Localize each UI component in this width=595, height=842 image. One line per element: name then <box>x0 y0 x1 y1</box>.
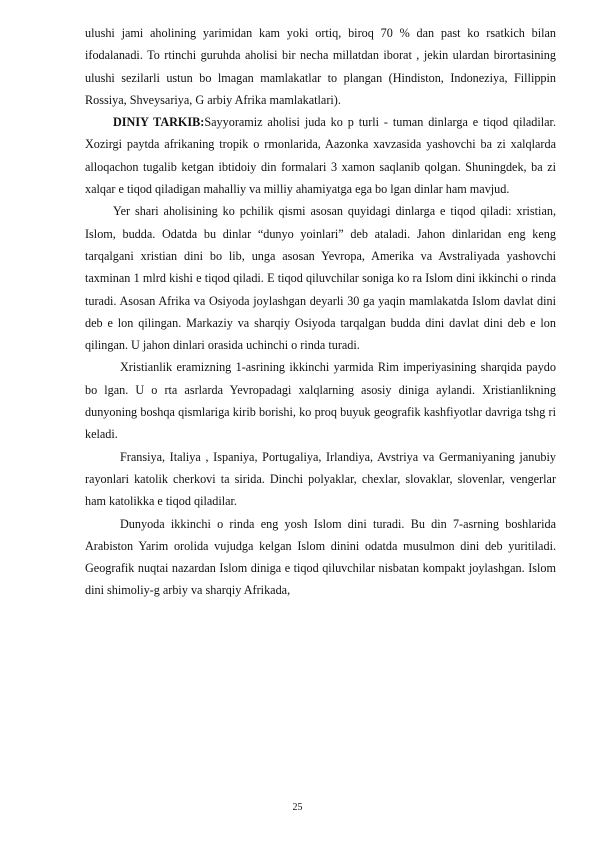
paragraph-islam: Dunyoda ikkinchi o rinda eng yosh Islom dini turadi. Bu din 7-asrning boshlarida Arabiston Yarim orolida vujudga kelgan Islom dinini odatda musulmon dini deb yuritiladi. Geografik nuqtai nazardan Islom diniga e tiqod qiluvchilar nisbatan kompakt joylashgan. Islom dini shimoliy-g arbiy va sharqiy Afrikada, <box>85 516 556 598</box>
paragraph-religious-composition <box>85 111 556 200</box>
paragraph-ethnic-groups: ulushi jami aholining yarimidan kam yoki ortiq, biroq 70 % dan past ko rsatkich bilan ifodalanadi. To rtinchi guruhda aholisi bir necha millatdan iborat , jekin ulardan birortasining ulushi sezilarli ustun bo lmagan mamlakatlar to plangan (Hindiston, Indoneziya, Fillippin Rossiya, Shveysariya, G arbiy Afrika mamlakatlari). <box>85 26 556 107</box>
paragraph-catholic-countries: Fransiya, Italiya , Ispaniya, Portugaliya, Irlandiya, Avstriya va Germaniyaning janubiy rayonlari katolik cherkovi ta sirida. Dinchi polyaklar, chexlar, slovaklar, slovenlar, vengerlar ham katolikka e tiqod qiladilar. <box>85 449 556 509</box>
section-heading: DINIY TARKIB: <box>113 115 205 130</box>
paragraph-religious-composition-text: Sayyoramiz aholisi juda ko p turli - tuman dinlarga e tiqod qiladilar. Xozirgi paytda afrikaning tropik o rmonlarida, Aazonka xavzasida yashovchi ba zi xalqlarda alloqachon tugalib ketgan ibtidoiy din formalari 3 xamon saqlanib qolgan. Shuningdek, ba zi xalqar e tiqod qiladigan mahalliy va milliy ahamiyatga ega bo lgan dinlar ham mavjud. <box>85 115 556 197</box>
document-body <box>85 22 556 602</box>
paragraph-christianity: Xristianlik eramizning 1-asrining ikkinchi yarmida Rim imperiyasining sharqida paydo bo lgan. U o rta asrlarda Yevropadagi xalqlarning asosiy diniga aylandi. Xristianlikning dunyoning boshqa qismlariga kirib borishi, ko proq buyuk geografik kashfiyotlar davriga tshg ri keladi. <box>85 360 556 442</box>
page-number: 25 <box>292 802 303 813</box>
paragraph-world-religions: Yer shari aholisining ko pchilik qismi asosan quyidagi dinlarga e tiqod qiladi: xristian, Islom, budda. Odatda bu dinlar “dunyo yoinlari” deb ataladi. Jahon dinlaridan eng keng tarqalgani xristian dini bo lib, unga asosan Yevropa, Amerika va Avstraliyada yashovchi taxminan 1 mlrd kishi e tiqod qiladi. E tiqod qiluvchilar soniga ko ra Islom dini ikkinchi o rinda turadi. Asosan Afrika va Osiyoda joylashgan deyarli 30 ga yaqin mamlakatda Islom davlat dini deb e lon qilingan. Markaziy va sharqiy Osiyoda tarqalgan budda dini davlat dini deb e lon qilingan. U jahon dinlari orasida uchinchi o rinda turadi. <box>85 204 556 353</box>
